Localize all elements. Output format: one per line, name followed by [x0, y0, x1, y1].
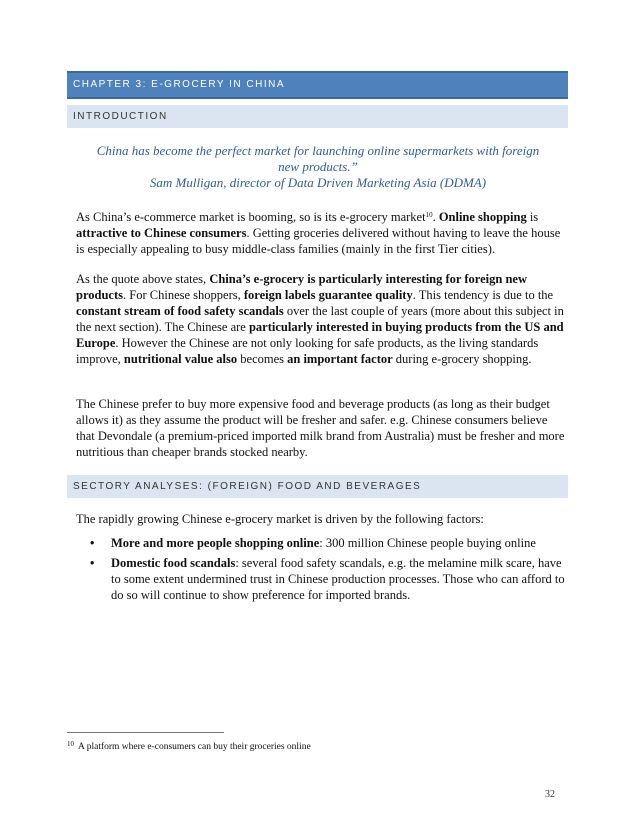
intro-quote — [70, 143, 566, 191]
sectory-heading: SECTORY ANALYSES: (FOREIGN) FOOD AND BEVERAGES — [67, 475, 568, 498]
text-run: . — [432, 210, 439, 224]
text-run: : 300 million Chinese people buying online — [319, 536, 536, 550]
footnote — [67, 738, 311, 753]
paragraph-expensive-food: The Chinese prefer to buy more expensive food and beverage products (as long as their budget allows it) as they assume the product will be fresher and safer. e.g. Chinese consumers believe that Devondale (a premium-priced imported milk brand from Australia) must be fresher and more nutritious than cheaper brands stocked nearby. — [76, 397, 565, 459]
chapter-title: CHAPTER 3: E-GROCERY IN CHINA — [67, 71, 568, 99]
paragraph-foreign-products — [76, 271, 566, 367]
quote-attribution: Sam Mulligan, director of Data Driven Marketing Asia (DDMA) — [149, 175, 487, 190]
text-run: As the quote above states, — [76, 272, 210, 286]
text-run: . For Chinese shoppers, — [123, 288, 244, 302]
quote-line-1: China has become the perfect market for launching online supermarkets with foreign — [96, 143, 540, 158]
paragraph-ecommerce — [76, 207, 566, 257]
bold-run: foreign labels guarantee quality — [243, 288, 413, 302]
footnote-ref[interactable]: 10 — [425, 211, 433, 219]
bold-run: nutritional value also — [123, 352, 238, 366]
bold-run: attractive to Chinese consumers — [76, 226, 247, 240]
list-item — [90, 555, 566, 603]
bullet-icon: • — [90, 536, 95, 550]
bold-run: particularly interested in buying products from the US and Europe — [76, 320, 564, 350]
text-run: becomes — [237, 352, 288, 366]
bold-run: Online shopping — [438, 210, 527, 224]
footnote-divider — [67, 732, 224, 733]
footnote-number: 10 — [67, 740, 74, 748]
bold-run: China’s e-grocery is particularly interesting for foreign new products — [76, 272, 527, 302]
text-run: during e-grocery shopping. — [392, 352, 532, 366]
bullet-icon: • — [90, 556, 95, 570]
text-run: over the last couple of years (more about this subject in the next section). The Chinese are — [76, 304, 564, 334]
text-run: . This tendency is due to the — [412, 288, 554, 302]
bold-run: More and more people shopping online — [111, 536, 320, 550]
bold-run: an important factor — [287, 352, 393, 366]
text-run: . Getting groceries delivered without having to leave the house is especially appealing to busy middle-class families (mainly in the first Tier cities). — [76, 226, 561, 256]
factor-list — [90, 535, 566, 607]
bold-run: constant stream of food safety scandals — [76, 304, 284, 318]
list-item — [90, 535, 566, 551]
text-run: : several food safety scandals, e.g. the melamine milk scare, have to some extent undermined trust in Chinese production processes. Those who can afford to do so will continue to show preference for imported brands. — [111, 556, 565, 602]
footnote-text: A platform where e-consumers can buy their groceries online — [78, 742, 311, 752]
page-number: 32 — [545, 789, 555, 800]
sectory-intro: The rapidly growing Chinese e-grocery market is driven by the following factors: — [76, 512, 484, 526]
introduction-heading: INTRODUCTION — [67, 105, 568, 128]
bold-run: Domestic food scandals — [111, 556, 236, 570]
quote-line-2: new products.” — [278, 159, 358, 174]
text-run: As China’s e-commerce market is booming, so is its e-grocery market — [76, 210, 426, 224]
text-run: . However the Chinese are not only looking for safe products, as the living standards improve, — [76, 336, 539, 366]
text-run: is — [526, 210, 539, 224]
